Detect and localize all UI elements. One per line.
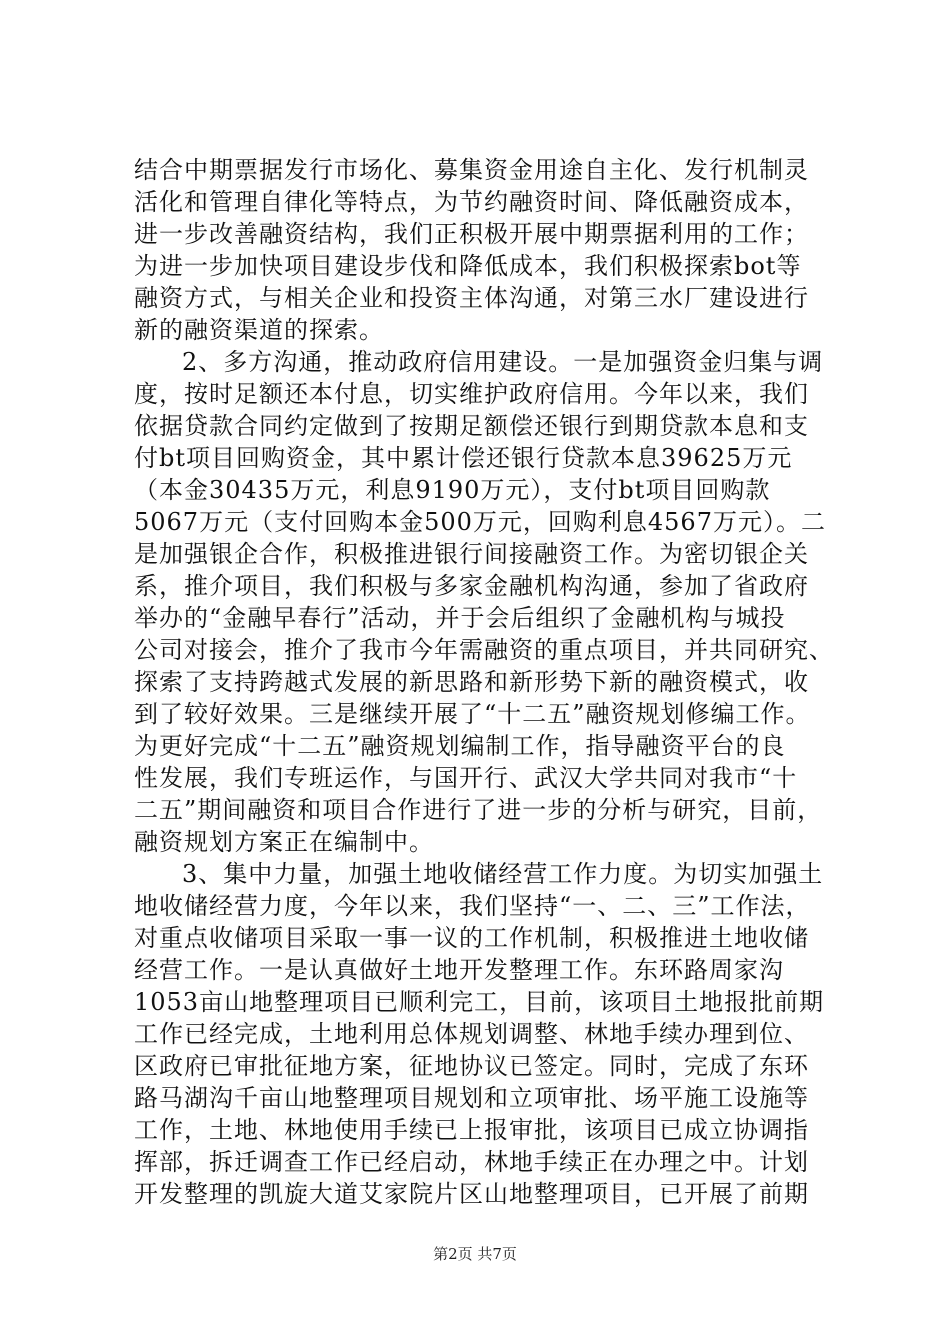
text-line: 1053亩山地整理项目已顺利完工，目前，该项目土地报批前期 [134, 988, 825, 1016]
text-line: 挥部，拆迁调查工作已经启动，林地手续正在办理之中。计划 [134, 1148, 809, 1176]
text-line: 5067万元（支付回购本金500万元，回购利息4567万元）。二 [134, 508, 826, 536]
text-line: 融资规划方案正在编制中。 [134, 828, 434, 856]
text-line: 工作已经完成，土地利用总体规划调整、林地手续办理到位、 [134, 1020, 809, 1048]
text-line: 为更好完成“十二五”融资规划编制工作，指导融资平台的良 [134, 732, 786, 760]
text-line: 举办的“金融早春行”活动，并于会后组织了金融机构与城投 [134, 604, 786, 632]
text-line: 融资方式，与相关企业和投资主体沟通，对第三水厂建设进行 [134, 284, 809, 312]
text-line: 地收储经营力度，今年以来，我们坚持“一、二、三”工作法， [134, 892, 811, 920]
text-line: 是加强银企合作，积极推进银行间接融资工作。为密切银企关 [134, 540, 809, 568]
text-line: （本金30435万元，利息9190万元），支付bt项目回购款 [134, 476, 771, 504]
text-line: 区政府已审批征地方案，征地协议已签定。同时，完成了东环 [134, 1052, 809, 1080]
text-line: 路马湖沟千亩山地整理项目规划和立项审批、场平施工设施等 [134, 1084, 809, 1112]
text-line: 经营工作。一是认真做好土地开发整理工作。东环路周家沟 [134, 956, 784, 984]
text-line: 系，推介项目，我们积极与多家金融机构沟通，参加了省政府 [134, 572, 809, 600]
text-line: 为进一步加快项目建设步伐和降低成本，我们积极探索bot等 [134, 252, 802, 280]
text-line: 工作，土地、林地使用手续已上报审批，该项目已成立协调指 [134, 1116, 809, 1144]
text-line: 依据贷款合同约定做到了按期足额偿还银行到期贷款本息和支 [134, 412, 809, 440]
text-line: 付bt项目回购资金，其中累计偿还银行贷款本息39625万元 [134, 444, 793, 472]
text-line: 性发展，我们专班运作，与国开行、武汉大学共同对我市“十 [134, 764, 798, 792]
text-line: 度，按时足额还本付息，切实维护政府信用。今年以来，我们 [134, 380, 809, 408]
paragraph-start-line: 2、多方沟通，推动政府信用建设。一是加强资金归集与调 [182, 348, 824, 376]
text-line: 新的融资渠道的探索。 [134, 316, 384, 344]
body-text [134, 154, 834, 1210]
text-line: 开发整理的凯旋大道艾家院片区山地整理项目，已开展了前期 [134, 1180, 809, 1208]
text-line: 进一步改善融资结构，我们正积极开展中期票据利用的工作； [134, 220, 809, 248]
text-line: 探索了支持跨越式发展的新思路和新形势下新的融资模式，收 [134, 668, 809, 696]
text-line: 活化和管理自律化等特点，为节约融资时间、降低融资成本， [134, 188, 809, 216]
page-footer: 第2页 共7页 [433, 1245, 517, 1263]
text-line: 二五”期间融资和项目合作进行了进一步的分析与研究，目前， [134, 796, 823, 824]
text-line: 结合中期票据发行市场化、募集资金用途自主化、发行机制灵 [134, 156, 809, 184]
text-line: 公司对接会，推介了我市今年需融资的重点项目，并共同研究、 [134, 636, 834, 664]
text-line: 对重点收储项目采取一事一议的工作机制，积极推进土地收储 [134, 924, 809, 952]
paragraph-start-line: 3、集中力量，加强土地收储经营工作力度。为切实加强土 [182, 860, 824, 888]
text-line: 到了较好效果。三是继续开展了“十二五”融资规划修编工作。 [134, 700, 811, 728]
